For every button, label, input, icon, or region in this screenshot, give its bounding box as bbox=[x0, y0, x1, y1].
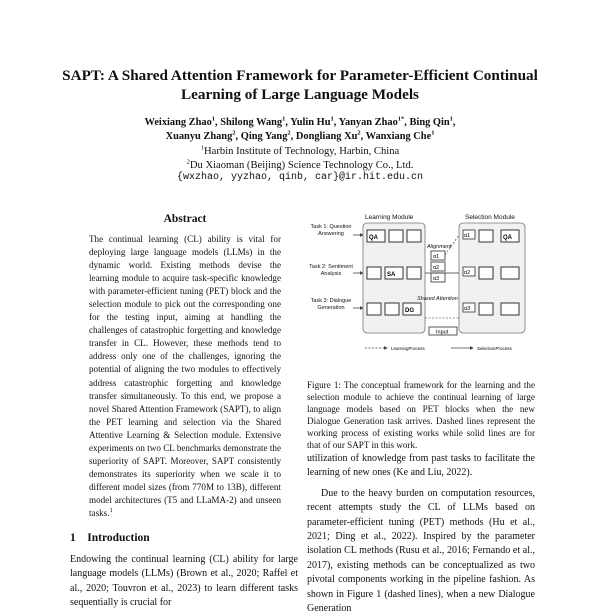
author: Yanyan Zhao$^{1*}$, bbox=[338, 115, 410, 128]
input-label: Input bbox=[436, 329, 449, 336]
section-heading: 1 Introduction bbox=[70, 532, 150, 544]
task-1-label: Task 1: Question Answering bbox=[310, 224, 352, 237]
affiliations bbox=[60, 145, 540, 173]
author: Wanxiang Che$^1$ bbox=[365, 129, 435, 142]
svg-text:α2: α2 bbox=[464, 270, 471, 276]
figure-caption: Figure 1: The conceptual framework for the learning and the selection module to achieve the continual learning of large language models based on PET blocks when the new Dialogue Generation task arrives. Dashed lines represent the working process of existing works while solid lines are for that of our SAPT in this work. bbox=[307, 380, 535, 450]
svg-text:α3: α3 bbox=[464, 306, 471, 312]
author: Xuanyu Zhang$^2$, bbox=[165, 129, 241, 142]
figure-1-diagram bbox=[307, 208, 533, 366]
paragraph: Due to the heavy burden on computation resources, recent attempts study the CL of LLMs based on parameter-efficient tuning (PET) methods (Hu et al., 2021; Ding et al., 2022). Inspired by the parameter isolation CL methods (Rusu et al., 2016; Fernando et al., 2017), existing methods can be conceptualized as two pivotal components working in the pipeline fashion. As shown in Figure 1 (dashed lines), when a new Dialogue Generation bbox=[307, 487, 535, 615]
svg-text:DG: DG bbox=[405, 308, 414, 314]
legend-selection: SelectionProcess bbox=[477, 346, 512, 351]
right-column-text bbox=[307, 452, 535, 616]
svg-text:α1: α1 bbox=[464, 233, 471, 239]
alpha-selector bbox=[463, 303, 475, 312]
author: Qing Yang$^2$, bbox=[240, 129, 296, 142]
selection-module-label: Selection Module bbox=[465, 214, 515, 221]
svg-text:α3: α3 bbox=[433, 276, 440, 282]
task-3-label: Task 3: Dialogue Generation bbox=[310, 298, 352, 311]
alpha-selector bbox=[463, 230, 475, 239]
author: Bing Qin$^1$, bbox=[409, 115, 456, 128]
pet-block-icon bbox=[501, 230, 519, 242]
svg-text:QA: QA bbox=[369, 235, 378, 241]
author-email: {wxzhao, yyzhao, qinb, car}@ir.hit.edu.cn bbox=[176, 172, 424, 183]
affiliation: $^2$Du Xiaoman (Beijing) Science Technology Co., Ltd. bbox=[186, 158, 414, 171]
shared-attention-label: Shared Attention bbox=[417, 296, 458, 302]
paragraph: utilization of knowledge from past tasks to facilitate the learning of new ones (Ke and Liu, 2022). bbox=[307, 453, 535, 479]
author: Dongliang Xu$^2$, bbox=[295, 129, 366, 142]
affiliation: $^1$Harbin Institute of Technology, Harbin, China bbox=[200, 144, 400, 157]
svg-text:SA: SA bbox=[387, 272, 396, 278]
paper-title: SAPT: A Shared Attention Framework for Parameter-Efficient Continual Learning of Large Language Models bbox=[62, 67, 538, 103]
author: Weixiang Zhao$^1$, bbox=[144, 115, 221, 128]
pet-block-icon bbox=[385, 267, 403, 279]
alignment-label: Alignment bbox=[427, 244, 452, 250]
abstract-text: The continual learning (CL) ability is vital for deploying large language models (LLMs) in the dynamic world. Existing methods devise the learning module to acquire task-specific knowledge with parameter-efficient tuning (PET) block and the selection module to pick out the corresponding one for the testing input, aiming at handling the challenges of catastrophic forgetting and knowledge transfer in CL. However, these methods tend to address only one of the challenges, ignoring the potential of aligning the two modules to effectively address catastrophic forgetting and knowledge transfer simultaneously. To this end, we propose a novel Shared Attention Framework (SAPT), to align the PET learning and selection via the Shared Attentive Learning & Selection module. Extensive experiments on two CL benchmarks demonstrate the superiority of SAPT. Moreover, SAPT consistently demonstrates its superiority when we scale it to different model sizes (from 770M to 13B), different model architectures (T5 and LLaMA-2) and unseen tasks.$^1$ bbox=[89, 234, 281, 518]
abstract-heading: Abstract bbox=[163, 213, 207, 225]
intro-text: Endowing the continual learning (CL) ability for large language models (LLMs) (Brown et al., 2020; Raffel et al., 2020; Touvron et al., 2023) to learn different tasks sequentially is crucial for bbox=[70, 554, 298, 609]
footnote-marker: 1 bbox=[109, 506, 113, 514]
alpha-stack bbox=[431, 251, 445, 282]
svg-text:QA: QA bbox=[503, 235, 512, 241]
author-list bbox=[60, 116, 540, 144]
author: Shilong Wang$^1$, bbox=[220, 115, 291, 128]
svg-text:α1: α1 bbox=[433, 254, 440, 260]
legend-learning: LearningProcess bbox=[391, 346, 425, 351]
author: Yulin Hu$^1$, bbox=[290, 115, 339, 128]
task-2-label: Task 2: Sentiment Analysis bbox=[309, 264, 353, 277]
pet-block-icon bbox=[367, 230, 385, 242]
alpha-selector bbox=[463, 267, 475, 276]
pet-block-icon bbox=[403, 303, 421, 315]
learning-module-label: Learning Module bbox=[365, 214, 414, 221]
svg-text:α2: α2 bbox=[433, 265, 440, 271]
